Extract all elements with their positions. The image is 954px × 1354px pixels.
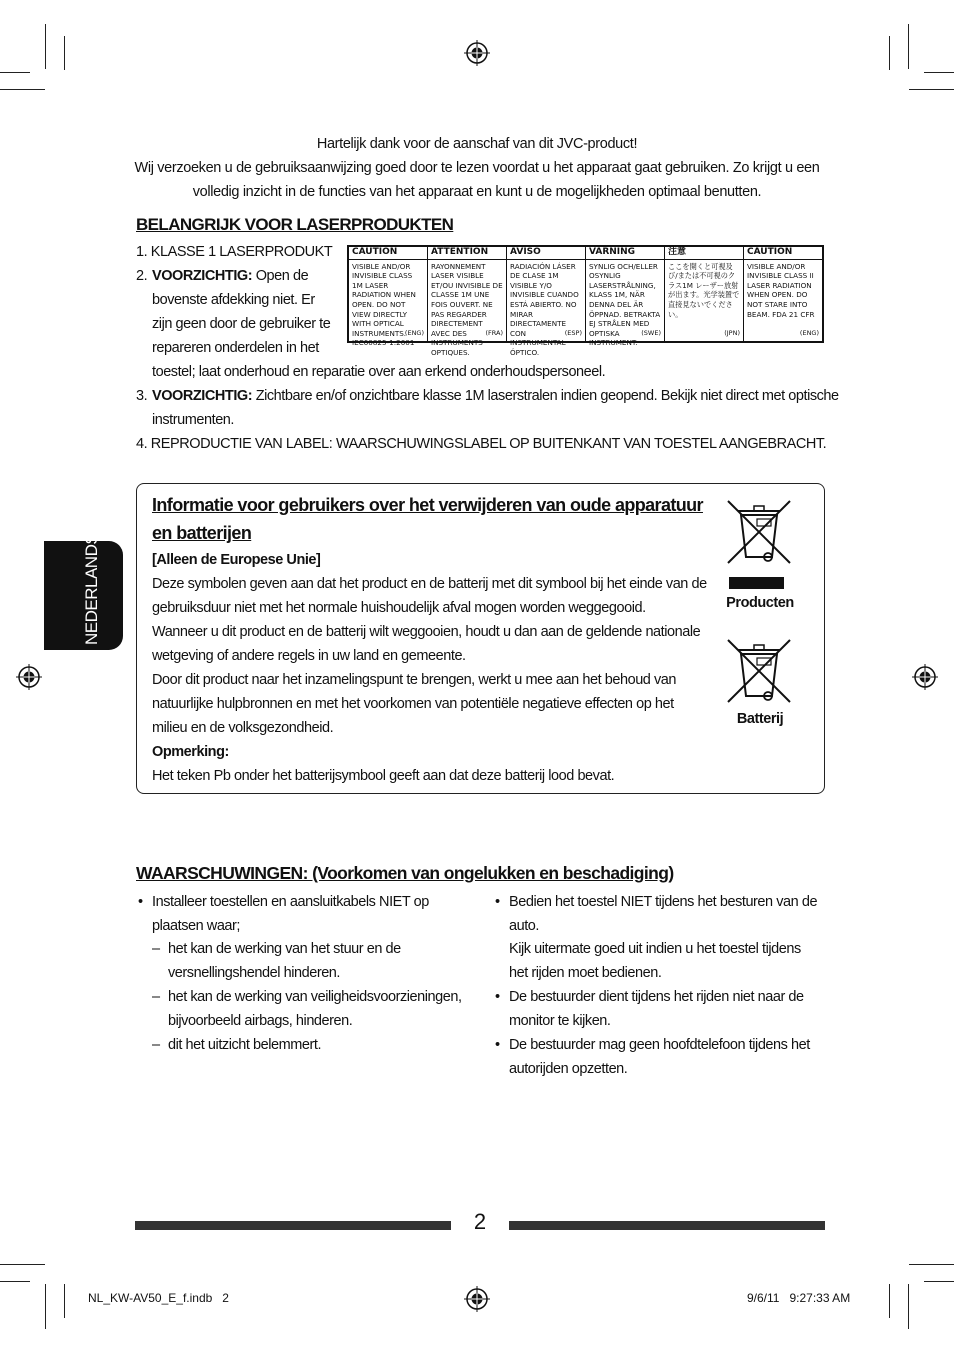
registration-mark-icon: [464, 40, 490, 66]
disposal-text: natuurlijke hulpbronnen en met het voorkomen van potentiële negatieve effecten op het: [152, 696, 674, 712]
label-body: VISIBLE AND/OR INVISIBLE CLASS 1M LASER RADIATION WHEN OPEN. DO NOT VIEW DIRECTLY WITH OPTICAL INSTRUMENTS. IEC60825-1:2001: [352, 261, 416, 348]
label-column-swe: [586, 247, 665, 348]
label-code: (JPN): [724, 329, 740, 338]
icon-caption-battery: Batterij: [736, 711, 784, 727]
language-tab-label: NEDERLANDS: [82, 533, 101, 645]
label-body: RADIACIÓN LÁSER DE CLASE 1M VISIBLE Y/O INVISIBLE CUANDO ESTÁ ABIERTO. NO MIRAR DIRECTAMENTE CON INSTRUMENTAL ÓPTICO.: [510, 261, 579, 357]
warning-right-text: het rijden moet bedienen.: [509, 965, 662, 981]
icon-caption-products: Producten: [726, 595, 794, 611]
laser-heading: BELANGRIJK VOOR LASERPRODUKTEN: [136, 215, 454, 234]
crop-mark: [889, 36, 890, 70]
laser-item-2-line: bovenste afdekking niet. Er: [152, 292, 315, 308]
label-body: ここを開くと可視及び/または不可視のクラス1M レーザー放射が出ます。光学装置で直接見ないでください。: [668, 261, 740, 319]
disposal-text: Door dit product naar het inzamelingspunt te brengen, werkt u mee aan het behoud van: [152, 672, 677, 688]
label-column-eng: [349, 247, 428, 348]
intro-line: Hartelijk dank voor de aanschaf van dit JVC-product!: [316, 136, 638, 152]
warning-left-text: Installeer toestellen en aansluitkabels NIET op: [152, 894, 429, 910]
label-head: ATTENTION: [428, 247, 506, 260]
registration-mark-icon: [464, 1286, 490, 1312]
laser-item-1: 1. KLASSE 1 LASERPRODUKT: [136, 244, 333, 260]
disposal-heading: Informatie voor gebruikers over het verwijderen van oude apparatuur: [152, 495, 703, 515]
disposal-text: milieu en de volksgezondheid.: [152, 720, 334, 736]
crop-mark: [924, 72, 954, 73]
label-head: AVISO: [507, 247, 585, 260]
label-code: (ENG): [404, 329, 424, 338]
page-bar-right: [509, 1221, 825, 1230]
crossed-bin-battery-icon: [724, 636, 794, 706]
label-body: SYNLIG OCH/ELLER OSYNLIG LASERSTRÅLNING, KLASS 1M, NÄR DENNA DEL ÄR ÖPPNAD. BETRAKTA EJ STRÅLEN MED OPTISKA INSTRUMENT.: [589, 261, 661, 348]
disposal-text: wetgeving of andere regels in uw land en gemeente.: [152, 648, 466, 664]
bullet: •: [138, 894, 143, 910]
disposal-text: gebruiksduur niet met het normale huishoudelijk afval mogen worden weggegooid.: [152, 600, 646, 616]
page-number: 2: [473, 1209, 487, 1234]
crop-mark: [64, 1284, 65, 1318]
label-code: (FRA): [485, 329, 503, 338]
disposal-text: Deze symbolen geven aan dat het product en de batterij met dit symbool bij het einde van de: [152, 576, 707, 592]
crop-mark: [908, 1284, 909, 1329]
crop-mark: [0, 1264, 45, 1265]
laser-item-3-line: instrumenten.: [152, 412, 234, 428]
laser-item-2-num: 2.: [136, 268, 148, 284]
laser-item-3: [152, 384, 839, 408]
label-head: VARNING: [586, 247, 664, 260]
warning-left-text: dit het uitzicht belemmert.: [168, 1037, 322, 1053]
warning-right-text: auto.: [509, 918, 539, 934]
intro-line: volledig inzicht in de functies van het apparaat en kunt u de mogelijkheden optimaal benutten.: [192, 184, 762, 200]
caution-label: VOORZICHTIG:: [152, 388, 253, 404]
crop-mark: [889, 1284, 890, 1318]
footer-timestamp: 9/6/11 9:27:33 AM: [747, 1291, 851, 1305]
crop-mark: [909, 89, 954, 90]
laser-item-2: [152, 264, 308, 288]
warning-left-text: het kan de werking van het stuur en de: [168, 941, 401, 957]
label-body: VISIBLE AND/OR INVISIBLE CLASS II LASER RADIATION WHEN OPEN. DO NOT STARE INTO BEAM. FDA 21 CFR: [747, 261, 815, 319]
laser-item-4: 4. REPRODUCTIE VAN LABEL: WAARSCHUWINGSLABEL OP BUITENKANT VAN TOESTEL AANGEBRACHT.: [136, 436, 827, 452]
note-text: Het teken Pb onder het batterijsymbool geeft aan dat deze batterij lood bevat.: [152, 768, 615, 784]
crop-mark: [0, 89, 45, 90]
label-head: CAUTION: [744, 247, 822, 260]
laser-item-3-text: Zichtbare en/of onzichtbare klasse 1M laserstralen indien geopend. Bekijk niet direct met optische: [252, 388, 839, 404]
warning-left-text: versnellingshendel hinderen.: [168, 965, 340, 981]
label-head: 注意: [665, 247, 743, 260]
warning-right-text: autorijden opzetten.: [509, 1061, 628, 1077]
bullet: •: [495, 989, 500, 1005]
label-body: RAYONNEMENT LASER VISIBLE ET/OU INVISIBLE DE CLASSE 1M UNE FOIS OUVERT. NE PAS REGARDER DIRECTEMENT AVEC DES INSTRUMENTS OPTIQUES.: [431, 261, 503, 357]
footer-filename: NL_KW-AV50_E_f.indb 2: [88, 1291, 229, 1305]
crop-mark: [924, 1281, 954, 1282]
dash: –: [152, 941, 160, 957]
warning-right-text: De bestuurder mag geen hoofdtelefoon tijdens het: [509, 1037, 810, 1053]
crop-mark: [0, 1281, 30, 1282]
laser-item-2-line: toestel; laat onderhoud en reparatie over aan erkend onderhoudspersoneel.: [152, 364, 606, 380]
label-column-jpn: [665, 247, 744, 341]
warning-right-text: Kijk uitermate goed uit indien u het toestel tijdens: [509, 941, 801, 957]
crossed-bin-product-icon: [724, 497, 794, 589]
label-column-esp: [507, 247, 586, 357]
warning-left-text: bijvoorbeeld airbags, hinderen.: [168, 1013, 353, 1029]
label-code: (ENG): [799, 329, 819, 338]
label-head: CAUTION: [349, 247, 427, 260]
crop-mark: [0, 72, 30, 73]
warning-left-text: het kan de werking van veiligheidsvoorzieningen,: [168, 989, 462, 1005]
laser-item-2-line: repareren onderdelen in het: [152, 340, 319, 356]
label-column-fra: [428, 247, 507, 357]
disposal-heading: en batterijen: [152, 523, 252, 543]
warning-right-text: Bedien het toestel NIET tijdens het besturen van de: [509, 894, 818, 910]
bullet: •: [495, 894, 500, 910]
dash: –: [152, 989, 160, 1005]
caution-label: VOORZICHTIG:: [152, 268, 253, 284]
warnings-heading: WAARSCHUWINGEN: (Voorkomen van ongelukken en beschadiging): [136, 863, 674, 883]
label-code: (ESP): [564, 329, 582, 338]
warning-left-text: plaatsen waar;: [152, 918, 241, 934]
intro-line: Wij verzoeken u de gebruiksaanwijzing goed door te lezen voordat u het apparaat gaat gebruiken. Zo krijgt u een: [134, 160, 820, 176]
dash: –: [152, 1037, 160, 1053]
crop-mark: [909, 1264, 954, 1265]
laser-item-2-text: Open de: [252, 268, 309, 284]
crop-mark: [908, 24, 909, 69]
warning-right-text: De bestuurder dient tijdens het rijden niet naar de: [509, 989, 804, 1005]
crop-mark: [64, 36, 65, 70]
disposal-text: Wanneer u dit product en de batterij wilt weggooien, houdt u dan aan de geldende nationale: [152, 624, 701, 640]
laser-item-3-num: 3.: [136, 388, 148, 404]
crop-mark: [45, 24, 46, 69]
laser-warning-label: [347, 245, 824, 357]
eu-only-label: [Alleen de Europese Unie]: [152, 552, 321, 568]
crop-mark: [45, 1284, 46, 1329]
warning-right-text: monitor te kijken.: [509, 1013, 611, 1029]
registration-mark-icon: [16, 664, 42, 690]
note-label: Opmerking:: [152, 744, 229, 760]
bullet: •: [495, 1037, 500, 1053]
label-code: (SWE): [641, 329, 661, 338]
label-column-eng-fda: [744, 247, 822, 341]
page-bar-left: [135, 1221, 451, 1230]
laser-item-2-line: zijn geen door de gebruiker te: [152, 316, 331, 332]
registration-mark-icon: [912, 664, 938, 690]
